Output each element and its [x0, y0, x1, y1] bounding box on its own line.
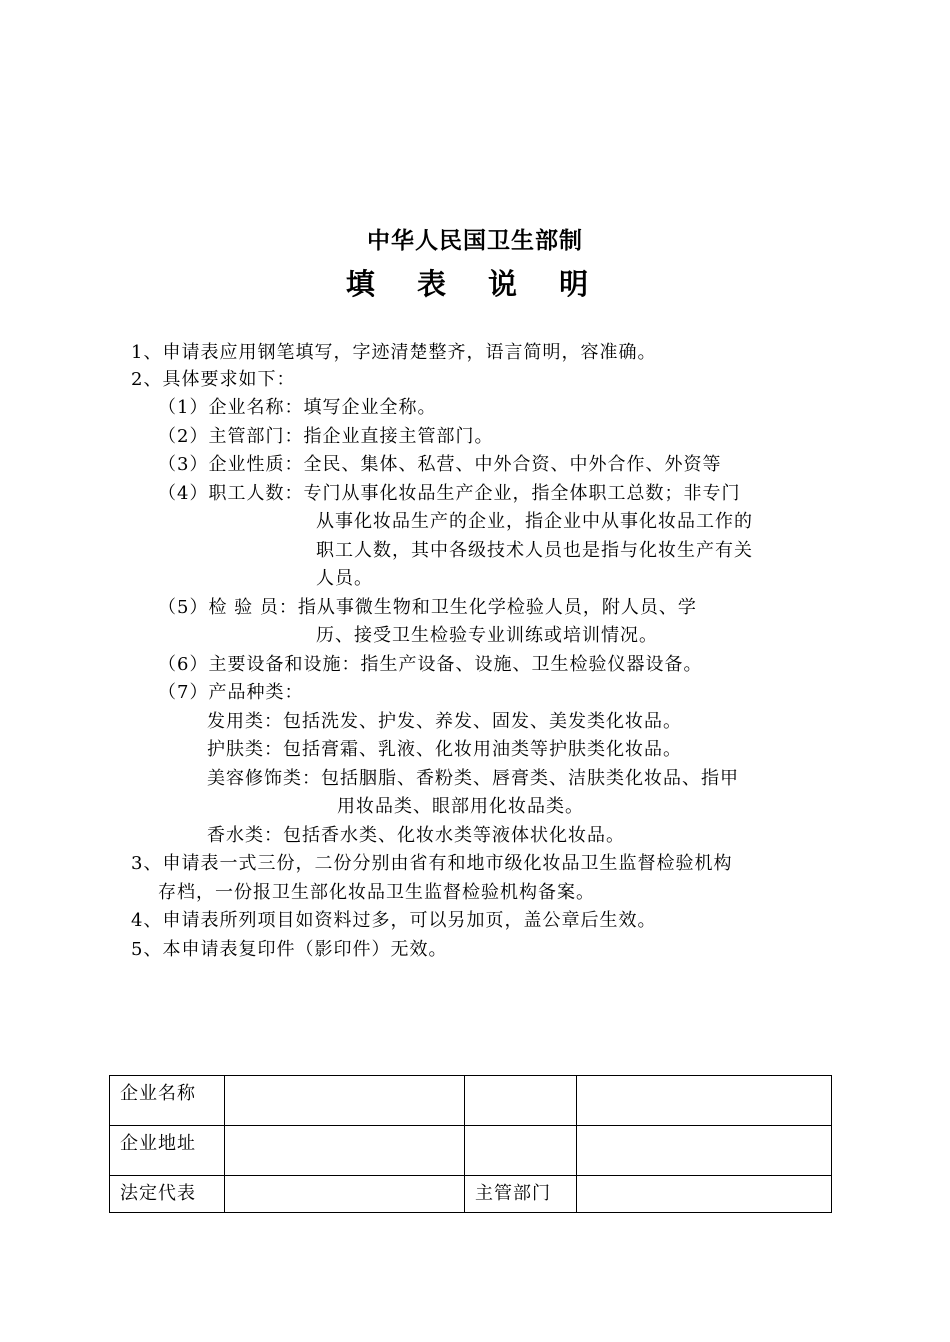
company-name-field[interactable]: [225, 1076, 465, 1126]
instruction-sub-2: （2）主管部门：指企业直接主管部门。: [158, 426, 494, 447]
instruction-item-1: 1、申请表应用钢笔填写，字迹清楚整齐，语言简明，容准确。: [131, 342, 657, 363]
blank-value-cell[interactable]: [577, 1076, 832, 1126]
instruction-sub-3: （3）企业性质：全民、集体、私营、中外合资、中外合作、外资等: [158, 454, 722, 475]
instruction-item-2: 2、具体要求如下：: [131, 369, 296, 390]
instruction-sub-7: （7）产品种类：: [158, 682, 304, 703]
blank-label-cell: [465, 1076, 577, 1126]
instruction-sub-4-cont: 从事化妆品生产的企业，指企业中从事化妆品工作的: [316, 511, 753, 532]
product-category-skin: 护肤类：包括膏霜、乳液、化妆用油类等护肤类化妆品。: [207, 739, 682, 760]
product-category-perfume: 香水类：包括香水类、化妆水类等液体状化妆品。: [207, 825, 625, 846]
supervising-department-label: 主管部门: [465, 1176, 577, 1213]
instruction-sub-5: （5）检 验 员：指从事微生物和卫生化学检验人员，附人员、学: [158, 597, 697, 618]
table-row: [110, 1076, 832, 1126]
instruction-sub-4: （4）职工人数：专门从事化妆品生产企业，指全体职工总数；非专门: [158, 483, 741, 504]
application-form-table: [109, 1075, 832, 1213]
instruction-item-3-cont: 存档，一份报卫生部化妆品卫生监督检验机构备案。: [158, 882, 595, 903]
legal-representative-label: 法定代表: [110, 1176, 225, 1213]
blank-label-cell: [465, 1126, 577, 1176]
instruction-item-3: 3、申请表一式三份，二份分别由省有和地市级化妆品卫生监督检验机构: [131, 853, 733, 874]
instruction-sub-4-cont: 职工人数，其中各级技术人员也是指与化妆生产有关: [316, 540, 753, 561]
supervising-department-field[interactable]: [577, 1176, 832, 1213]
page-title: 填 表 说 明: [345, 267, 605, 301]
company-address-field[interactable]: [225, 1126, 465, 1176]
table-row: [110, 1126, 832, 1176]
instruction-sub-1: （1）企业名称：填写企业全称。: [158, 397, 437, 418]
company-address-label: 企业地址: [110, 1126, 225, 1176]
issuer-title: 中华人民国卫生部制: [367, 228, 583, 254]
table-row: [110, 1176, 832, 1213]
instruction-sub-5-cont: 历、接受卫生检验专业训练或培训情况。: [316, 625, 658, 646]
product-category-makeup: 美容修饰类：包括胭脂、香粉类、唇膏类、洁肤类化妆品、指甲: [207, 768, 739, 789]
product-category-makeup-cont: 用妆品类、眼部用化妆品类。: [337, 796, 584, 817]
instruction-sub-6: （6）主要设备和设施：指生产设备、设施、卫生检验仪器设备。: [158, 654, 703, 675]
instruction-item-5: 5、本申请表复印件（影印件）无效。: [131, 939, 448, 960]
legal-representative-field[interactable]: [225, 1176, 465, 1213]
blank-value-cell[interactable]: [577, 1126, 832, 1176]
instruction-sub-4-cont: 人员。: [316, 568, 373, 589]
company-name-label: 企业名称: [110, 1076, 225, 1126]
instruction-item-4: 4、申请表所列项目如资料过多，可以另加页，盖公章后生效。: [131, 910, 657, 931]
product-category-hair: 发用类：包括洗发、护发、养发、固发、美发类化妆品。: [207, 711, 682, 732]
